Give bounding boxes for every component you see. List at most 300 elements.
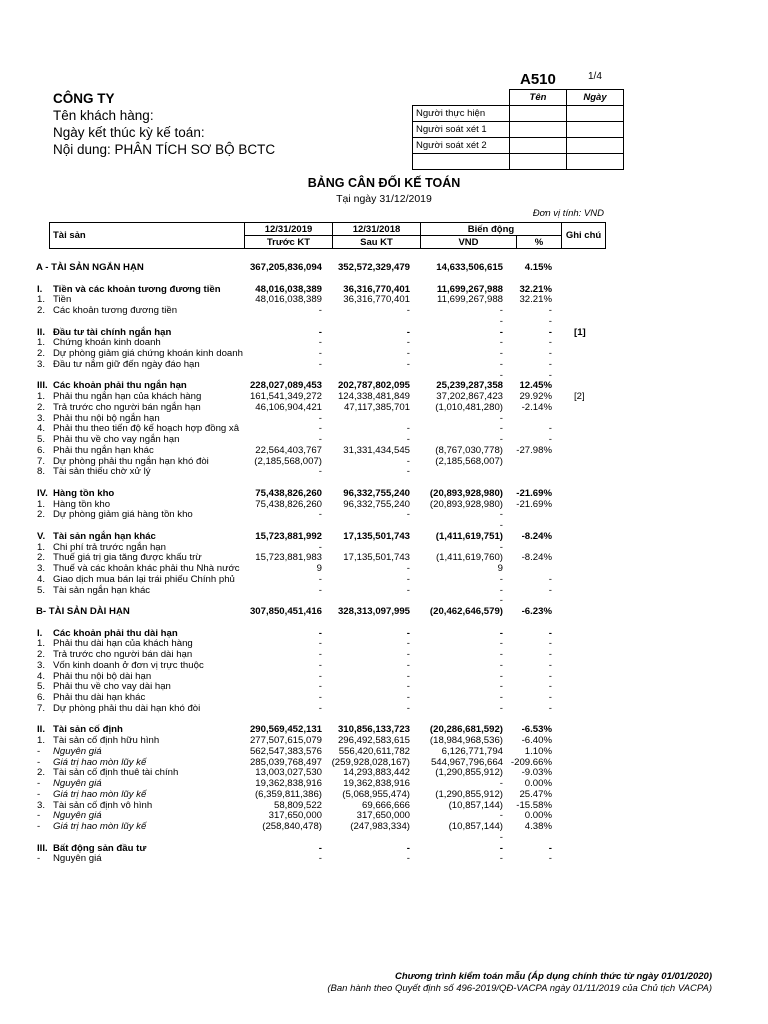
value-2018: 310,856,133,723 xyxy=(337,724,410,736)
change-pct: -6.40% xyxy=(521,735,552,746)
value-2018: - xyxy=(406,853,410,865)
row-label: Phải thu nội bộ ngắn hạn xyxy=(53,412,160,424)
row-label: Dự phòng phải thu dài hạn khó đòi xyxy=(53,702,201,714)
row-number: I. xyxy=(37,627,43,639)
table-row xyxy=(0,703,768,714)
change-pct: - xyxy=(548,369,552,381)
value-2018: - xyxy=(406,702,410,714)
change-pct: - xyxy=(548,681,552,693)
value-2019: 75,438,826,260 xyxy=(255,498,322,510)
row-number: 1. xyxy=(37,294,46,306)
change-pct: -8.24% xyxy=(521,530,552,542)
working-paper-code: A510 xyxy=(520,71,556,88)
row-label: Phải thu theo tiến độ kế hoạch hợp đồng xâ xyxy=(53,423,240,435)
value-2019: - xyxy=(318,423,322,435)
row-label: Tài sản cố định hữu hình xyxy=(53,735,160,746)
table-row xyxy=(0,456,768,467)
row-label: Trả trước cho người bán dài hạn xyxy=(53,649,193,660)
row-number: - xyxy=(37,821,41,832)
table-row xyxy=(0,327,768,338)
table-row xyxy=(0,778,768,789)
row-number: 5. xyxy=(37,681,46,693)
row-label: Dự phòng phải thu ngắn hạn khó đòi xyxy=(53,455,209,467)
row-label: Hàng tồn kho xyxy=(53,498,111,510)
value-2018: - xyxy=(406,563,410,574)
row-label: Phải thu về cho vay ngắn hạn xyxy=(53,434,180,445)
row-label: Đầu tư tài chính ngắn hạn xyxy=(53,326,172,338)
table-row xyxy=(0,284,768,295)
change-pct: - xyxy=(548,423,552,435)
header-change: Biến động xyxy=(421,223,562,236)
row-number: 1. xyxy=(37,541,46,553)
value-2018: - xyxy=(406,326,410,338)
row-label: Tài sản ngắn hạn khác xyxy=(53,530,156,542)
row-number: - xyxy=(37,810,41,822)
change-vnd: (20,286,681,592) xyxy=(429,724,503,736)
value-2019: - xyxy=(318,659,322,671)
table-row xyxy=(0,853,768,864)
header-col2-date: 12/31/2018 xyxy=(333,223,421,236)
change-vnd: (1,411,619,760) xyxy=(435,552,503,564)
change-vnd: - xyxy=(499,573,503,585)
table-row xyxy=(0,262,768,273)
row-number: 2. xyxy=(37,509,46,521)
table-row xyxy=(0,380,768,391)
signoff-reviewer-1: Người soát xét 1 xyxy=(413,122,510,138)
value-2018: 556,420,611,782 xyxy=(338,745,410,757)
row-number: 3. xyxy=(37,358,46,370)
change-pct: - xyxy=(548,702,552,714)
table-row xyxy=(0,628,768,639)
change-vnd: 11,699,267,988 xyxy=(437,294,503,306)
table-row xyxy=(0,595,768,606)
change-vnd: - xyxy=(499,649,503,660)
change-vnd: (10,857,144) xyxy=(448,799,503,811)
change-vnd: - xyxy=(499,831,503,843)
table-row xyxy=(0,681,768,692)
change-pct: - xyxy=(548,326,552,338)
value-2018: 19,362,838,916 xyxy=(343,778,410,789)
row-label: Các khoản phải thu dài hạn xyxy=(53,627,178,639)
row-label: Dự phòng giảm giá hàng tồn kho xyxy=(53,509,193,521)
table-row xyxy=(0,606,768,617)
value-2018: 17,135,501,743 xyxy=(343,552,410,564)
value-2019: 58,809,522 xyxy=(273,799,322,811)
change-vnd: - xyxy=(499,595,503,607)
change-vnd: (18,984,968,536) xyxy=(429,735,503,746)
table-row xyxy=(0,273,768,284)
change-vnd: (20,462,646,579) xyxy=(429,606,503,617)
table-row xyxy=(0,391,768,402)
change-pct: -8.24% xyxy=(521,552,552,564)
row-number: 2. xyxy=(37,305,46,316)
change-vnd: - xyxy=(499,702,503,714)
value-2019: - xyxy=(318,842,322,854)
change-pct: - xyxy=(548,842,552,854)
note-ref: [1] xyxy=(574,326,586,338)
row-label: Tài sản cố định vô hình xyxy=(53,799,153,811)
value-2019: - xyxy=(318,358,322,370)
row-number: 1. xyxy=(37,391,46,402)
row-label: Tiền xyxy=(53,294,72,306)
value-2018: (259,928,028,167) xyxy=(331,756,410,768)
table-row xyxy=(0,466,768,477)
row-number: 1. xyxy=(37,735,46,746)
table-row xyxy=(0,821,768,832)
row-number: 3. xyxy=(37,799,46,811)
change-pct: - xyxy=(548,649,552,660)
value-2019: (2,185,568,007) xyxy=(254,455,322,467)
row-label: Thuế giá trị gia tăng được khấu trừ xyxy=(53,552,202,564)
table-row xyxy=(0,800,768,811)
signoff-cell[interactable] xyxy=(510,138,567,154)
table-row xyxy=(0,423,768,434)
company-label: CÔNG TY xyxy=(53,91,115,106)
change-vnd: 6,126,771,794 xyxy=(441,745,503,757)
value-2018: 296,492,583,615 xyxy=(337,735,410,746)
row-label: Phải thu ngắn hạn của khách hàng xyxy=(53,391,202,402)
change-pct: 4.38% xyxy=(524,821,552,832)
table-row xyxy=(0,585,768,596)
change-vnd: 11,699,267,988 xyxy=(436,283,503,295)
table-row xyxy=(0,649,768,660)
change-vnd: - xyxy=(499,659,503,671)
signoff-cell[interactable] xyxy=(567,154,624,170)
value-2019: - xyxy=(318,573,322,585)
table-row xyxy=(0,359,768,370)
table-row xyxy=(0,843,768,854)
row-number: I. xyxy=(37,283,43,295)
change-vnd: (1,290,855,912) xyxy=(435,767,503,779)
signoff-cell[interactable] xyxy=(510,106,567,122)
value-2019: - xyxy=(318,337,322,349)
value-2019: 161,541,349,272 xyxy=(249,391,322,402)
change-vnd: (1,010,481,280) xyxy=(435,401,503,413)
row-number: 4. xyxy=(37,573,46,585)
change-vnd: - xyxy=(499,638,503,650)
table-row xyxy=(0,552,768,563)
row-number: 8. xyxy=(37,466,46,478)
change-pct: - xyxy=(548,337,552,349)
row-number: 7. xyxy=(37,702,46,714)
change-pct: 25.47% xyxy=(519,788,552,800)
change-vnd: - xyxy=(499,692,503,703)
change-pct: 12.45% xyxy=(519,380,552,392)
row-number: II. xyxy=(37,326,45,338)
change-pct: - xyxy=(548,638,552,650)
change-pct: -6.53% xyxy=(521,724,552,736)
value-2018: - xyxy=(406,638,410,650)
value-2019: - xyxy=(318,541,322,553)
value-2018: - xyxy=(406,842,410,854)
value-2018: - xyxy=(406,434,410,445)
footer-program: Chương trình kiểm toán mẫu (Áp dụng chính thức từ ngày 01/01/2020) xyxy=(394,971,712,982)
row-label: Nguyên giá xyxy=(53,745,102,757)
row-label: Vốn kinh doanh ở đơn vị trực thuộc xyxy=(53,659,204,671)
value-2019: 48,016,038,389 xyxy=(255,294,322,306)
signoff-cell[interactable] xyxy=(567,138,624,154)
row-label: Phải thu dài hạn khác xyxy=(53,692,146,703)
row-label: Phải thu ngắn hạn khác xyxy=(53,444,154,456)
value-2019: - xyxy=(318,584,322,596)
change-pct: - xyxy=(548,348,552,359)
change-pct: - xyxy=(548,584,552,596)
value-2019: - xyxy=(318,509,322,521)
change-vnd: - xyxy=(499,423,503,435)
value-2019: 290,569,452,131 xyxy=(249,724,322,736)
table-row xyxy=(0,563,768,574)
row-number: 4. xyxy=(37,423,46,435)
change-pct: - xyxy=(548,692,552,703)
change-vnd: - xyxy=(499,369,503,381)
value-2019: - xyxy=(318,412,322,424)
change-pct: -6.23% xyxy=(521,606,552,617)
change-pct: -2.14% xyxy=(521,401,552,413)
value-2018: - xyxy=(406,358,410,370)
row-label: Giá trị hao mòn lũy kế xyxy=(53,821,147,832)
change-pct: - xyxy=(548,659,552,671)
header-assets: Tài sản xyxy=(50,223,245,249)
table-row xyxy=(0,542,768,553)
signoff-cell[interactable] xyxy=(510,122,567,138)
change-pct: -9.03% xyxy=(521,767,552,779)
value-2018: 202,787,802,095 xyxy=(337,380,410,392)
value-2018: 328,313,097,995 xyxy=(337,606,410,617)
change-vnd: - xyxy=(499,541,503,553)
row-label: Bất động sản đầu tư xyxy=(53,842,147,854)
table-row xyxy=(0,692,768,703)
table-row xyxy=(0,509,768,520)
row-label: Tài sản cố định thuê tài chính xyxy=(53,767,179,779)
row-number: 2. xyxy=(37,552,46,564)
value-2018: - xyxy=(406,584,410,596)
table-row xyxy=(0,757,768,768)
value-2018: 36,316,770,401 xyxy=(343,283,410,295)
row-number: IV. xyxy=(37,487,48,499)
value-2019: (6,359,811,386) xyxy=(254,788,322,800)
value-2019: - xyxy=(318,649,322,660)
value-2018: - xyxy=(406,337,410,349)
table-row xyxy=(0,488,768,499)
value-2019: 15,723,881,992 xyxy=(255,530,322,542)
table-row xyxy=(0,402,768,413)
change-pct: -21.69% xyxy=(516,498,552,510)
row-label: Phải thu dài hạn của khách hàng xyxy=(53,638,193,650)
value-2018: - xyxy=(406,573,410,585)
change-pct: 4.15% xyxy=(524,262,552,273)
page-number: 1/4 xyxy=(588,71,602,82)
signoff-cell[interactable] xyxy=(567,106,624,122)
value-2019: 367,205,836,094 xyxy=(249,262,322,273)
row-number: 7. xyxy=(37,455,46,467)
row-number: - xyxy=(37,778,41,789)
row-label: Chứng khoán kinh doanh xyxy=(53,337,161,349)
row-label: Giá trị hao mòn lũy kế xyxy=(53,756,147,768)
row-label: Chi phí trả trước ngắn hạn xyxy=(53,541,166,553)
row-label: B- TÀI SẢN DÀI HẠN xyxy=(36,606,130,617)
row-number: 2. xyxy=(37,649,46,660)
change-pct: - xyxy=(548,627,552,639)
row-label: Thuế và các khoản khác phải thu Nhà nước xyxy=(53,563,240,574)
value-2018: 14,293,883,442 xyxy=(343,767,410,779)
row-number: 3. xyxy=(37,563,46,574)
value-2019: 13,003,027,530 xyxy=(255,767,322,779)
signoff-col-date: Ngày xyxy=(567,90,624,106)
table-row xyxy=(0,714,768,725)
row-number: V. xyxy=(37,530,46,542)
value-2018: 17,135,501,743 xyxy=(343,530,410,542)
row-number: - xyxy=(37,745,41,757)
value-2019: - xyxy=(318,348,322,359)
table-row xyxy=(0,445,768,456)
table-row xyxy=(0,531,768,542)
change-vnd: (1,411,619,751) xyxy=(435,530,503,542)
table-row xyxy=(0,294,768,305)
table-row xyxy=(0,477,768,488)
row-number: II. xyxy=(37,724,45,736)
row-label: Phải thu nội bộ dài hạn xyxy=(53,670,152,682)
value-2019: - xyxy=(318,670,322,682)
change-vnd: - xyxy=(499,810,503,822)
change-vnd: (20,893,928,980) xyxy=(429,498,503,510)
value-2018: 47,117,385,701 xyxy=(344,401,410,413)
row-number: 1. xyxy=(37,638,46,650)
signoff-reviewer-2: Người soát xét 2 xyxy=(413,138,510,154)
value-2019: - xyxy=(318,853,322,865)
row-label: Tài sản cố định xyxy=(53,724,123,736)
table-row xyxy=(0,660,768,671)
report-title: BẢNG CÂN ĐỐI KẾ TOÁN xyxy=(307,176,461,190)
table-row xyxy=(0,617,768,628)
value-2018: - xyxy=(406,670,410,682)
table-row xyxy=(0,767,768,778)
value-2019: 75,438,826,260 xyxy=(255,487,322,499)
table-row xyxy=(0,413,768,424)
change-pct: -27.98% xyxy=(516,444,552,456)
row-label: Tài sản thiếu chờ xử lý xyxy=(53,466,151,478)
row-number: 1. xyxy=(37,337,46,349)
row-number: III. xyxy=(37,380,48,392)
row-number: 6. xyxy=(37,692,46,703)
row-number: - xyxy=(37,756,41,768)
value-2018: - xyxy=(406,455,410,467)
value-2019: 19,362,838,916 xyxy=(255,778,322,789)
change-vnd: - xyxy=(499,348,503,359)
value-2019: 46,106,904,421 xyxy=(255,401,322,413)
change-pct: -21.69% xyxy=(516,487,552,499)
row-number: 6. xyxy=(37,444,46,456)
row-number: III. xyxy=(37,842,48,854)
value-2018: - xyxy=(406,509,410,521)
value-2018: (247,983,334) xyxy=(350,821,410,832)
table-row xyxy=(0,316,768,327)
content-label: Nội dung: PHÂN TÍCH SƠ BỘ BCTC xyxy=(53,142,276,157)
value-2019: 15,723,881,983 xyxy=(255,552,322,564)
signoff-cell[interactable] xyxy=(510,154,567,170)
change-vnd: - xyxy=(499,509,503,521)
table-row xyxy=(0,724,768,735)
change-vnd: - xyxy=(499,315,503,327)
change-vnd: (1,290,855,912) xyxy=(435,788,503,800)
value-2019: 48,016,038,389 xyxy=(255,283,322,295)
header-change-pct: % xyxy=(517,236,562,249)
row-number: 2. xyxy=(37,767,46,779)
value-2019: - xyxy=(318,326,322,338)
table-row xyxy=(0,735,768,746)
balance-sheet-rows xyxy=(0,262,768,864)
change-pct: -15.58% xyxy=(516,799,552,811)
table-row xyxy=(0,337,768,348)
value-2018: - xyxy=(406,423,410,435)
value-2018: (5,068,955,474) xyxy=(342,788,410,800)
row-number: 2. xyxy=(37,401,46,413)
table-row xyxy=(0,671,768,682)
value-2019: - xyxy=(318,466,322,478)
value-2019: 562,547,383,576 xyxy=(249,745,322,757)
row-number: - xyxy=(37,853,41,865)
footer-decision: (Ban hành theo Quyết định số 496-2019/QĐ-VACPA ngày 01/11/2019 của Chủ tịch VACPA) xyxy=(327,983,712,994)
value-2019: 228,027,089,453 xyxy=(249,380,322,392)
change-pct: - xyxy=(548,573,552,585)
header-col1-date: 12/31/2019 xyxy=(245,223,333,236)
table-row xyxy=(0,746,768,757)
header-change-vnd: VND xyxy=(421,236,517,249)
row-label: Tài sản ngắn hạn khác xyxy=(53,584,151,596)
client-label: Tên khách hàng: xyxy=(53,108,154,123)
note-ref: [2] xyxy=(574,391,585,402)
change-vnd: (10,857,144) xyxy=(448,821,503,832)
signoff-cell[interactable] xyxy=(567,122,624,138)
value-2019: - xyxy=(318,434,322,445)
row-label: Nguyên giá xyxy=(53,778,102,789)
value-2018: 352,572,329,479 xyxy=(337,262,410,273)
row-number: 3. xyxy=(37,659,46,671)
row-label: Nguyên giá xyxy=(53,810,102,822)
change-vnd: (8,767,030,778) xyxy=(435,444,503,456)
row-number: 2. xyxy=(37,348,46,359)
change-pct: - xyxy=(548,670,552,682)
row-number: 5. xyxy=(37,584,46,596)
value-2018: - xyxy=(406,681,410,693)
report-subtitle: Tại ngày 31/12/2019 xyxy=(336,193,432,205)
change-vnd: 544,967,796,664 xyxy=(430,756,503,768)
change-vnd: - xyxy=(499,305,503,316)
value-2019: 277,507,615,079 xyxy=(249,735,322,746)
value-2019: - xyxy=(318,627,322,639)
change-vnd: - xyxy=(499,681,503,693)
table-row xyxy=(0,499,768,510)
value-2018: - xyxy=(406,466,410,478)
value-2018: 96,332,755,240 xyxy=(343,487,410,499)
change-vnd: - xyxy=(499,853,503,865)
change-pct: - xyxy=(548,853,552,865)
table-row xyxy=(0,810,768,821)
row-label: Giá trị hao mòn lũy kế xyxy=(53,788,147,800)
signoff-grid xyxy=(412,89,624,170)
change-vnd: - xyxy=(499,842,503,854)
change-vnd: 37,202,867,423 xyxy=(436,391,503,402)
change-vnd: (20,893,928,980) xyxy=(429,487,503,499)
row-number: 5. xyxy=(37,434,46,445)
change-vnd: 14,633,506,615 xyxy=(436,262,503,273)
header-col1-sub: Trước KT xyxy=(245,236,333,249)
value-2019: 285,039,768,497 xyxy=(249,756,322,768)
value-2019: 22,564,403,767 xyxy=(255,444,322,456)
signoff-preparer: Người thực hiện xyxy=(413,106,510,122)
value-2019: - xyxy=(318,638,322,650)
header-col2-sub: Sau KT xyxy=(333,236,421,249)
change-pct: - xyxy=(548,305,552,316)
